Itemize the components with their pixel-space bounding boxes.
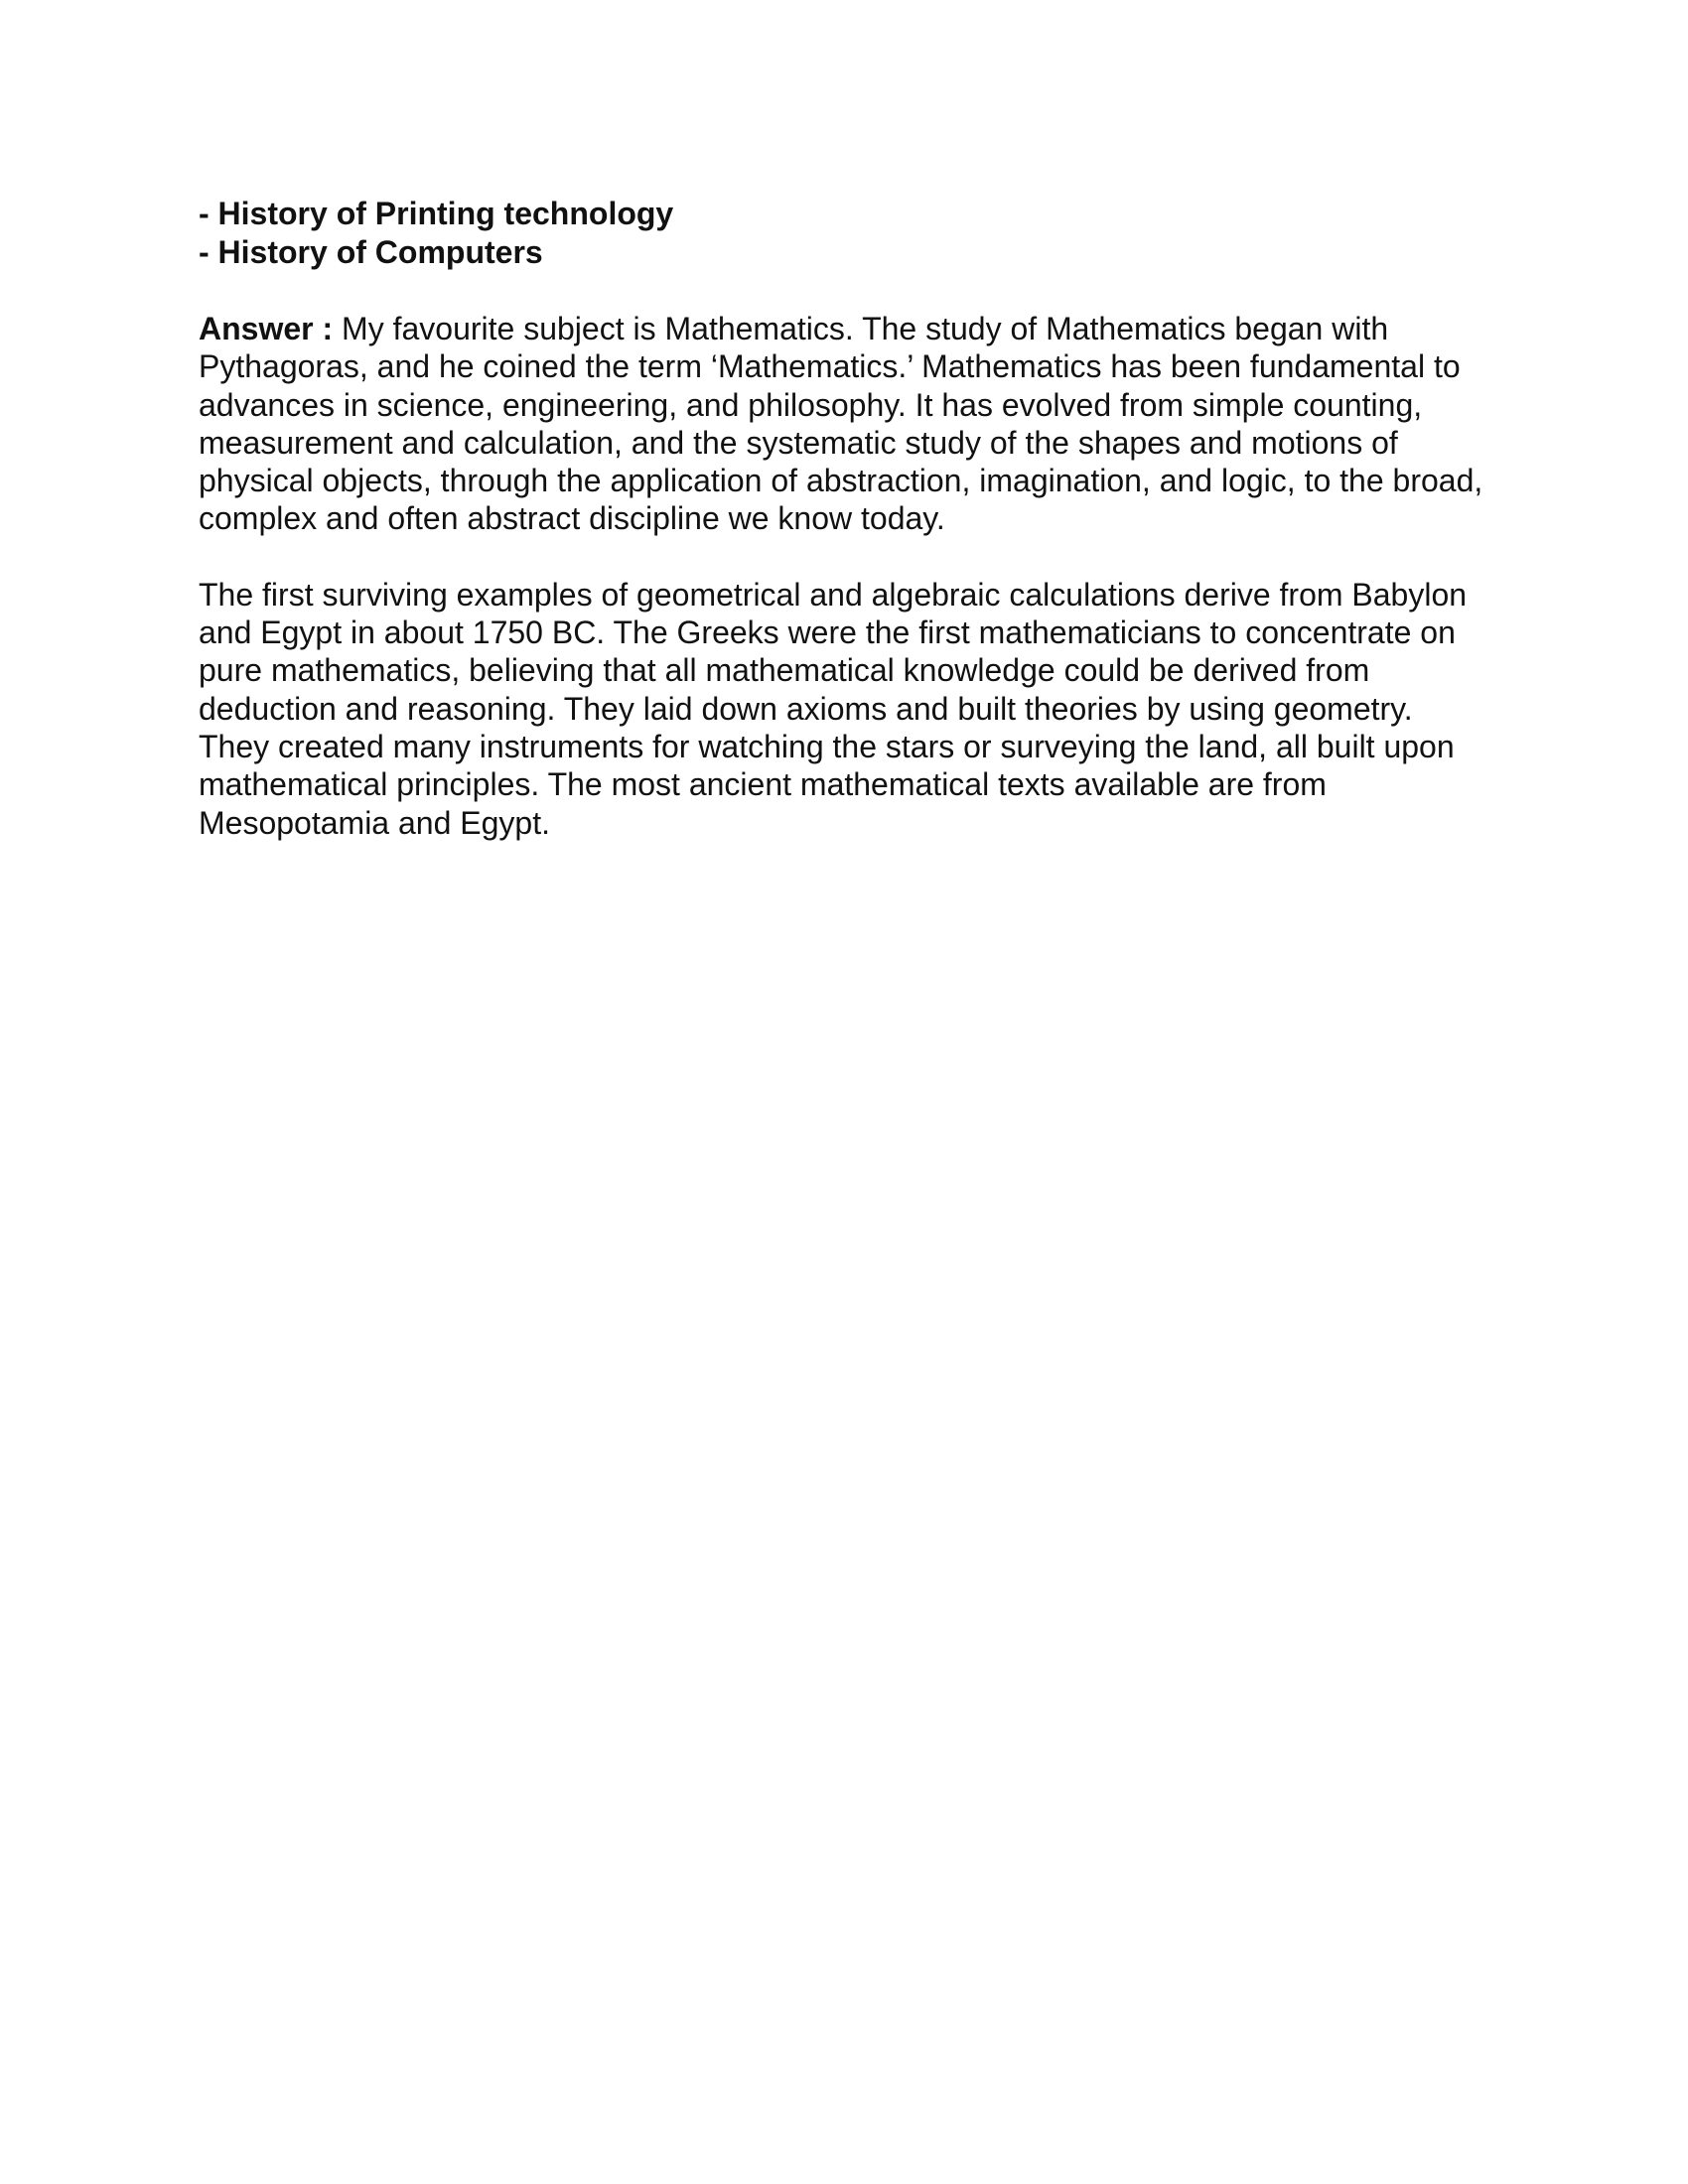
answer-paragraph xyxy=(199,310,1489,538)
topic-list xyxy=(199,195,1489,272)
history-paragraph: The first surviving examples of geometrical and algebraic calculations derive from Babylon and Egypt in about 1750 BC. The Greeks were the first mathematicians to concentrate on pure mathematics, believing that all mathematical knowledge could be derived from deduction and reasoning. They laid down axioms and built theories by using geometry. They created many instruments for watching the stars or surveying the land, all built upon mathematical principles. The most ancient mathematical texts available are from Mesopotamia and Egypt. xyxy=(199,576,1468,841)
answer-text: My favourite subject is Mathematics. The study of Mathematics began with Pythagoras, and he coined the term ‘Mathematics.’ Mathematics has been fundamental to advances in science, engineering, and philosophy. It has evolved from simple counting, measurement and calculation, and the systematic study of the shapes and motions of physical objects, through the application of abstraction, imagination, and logic, to the broad, complex and often abstract discipline we know today. xyxy=(199,311,1483,537)
answer-label: Answer : xyxy=(199,311,334,346)
document-page xyxy=(199,195,1489,842)
topic-printing-technology: - History of Printing technology xyxy=(199,196,674,231)
topic-computers: - History of Computers xyxy=(199,234,543,270)
